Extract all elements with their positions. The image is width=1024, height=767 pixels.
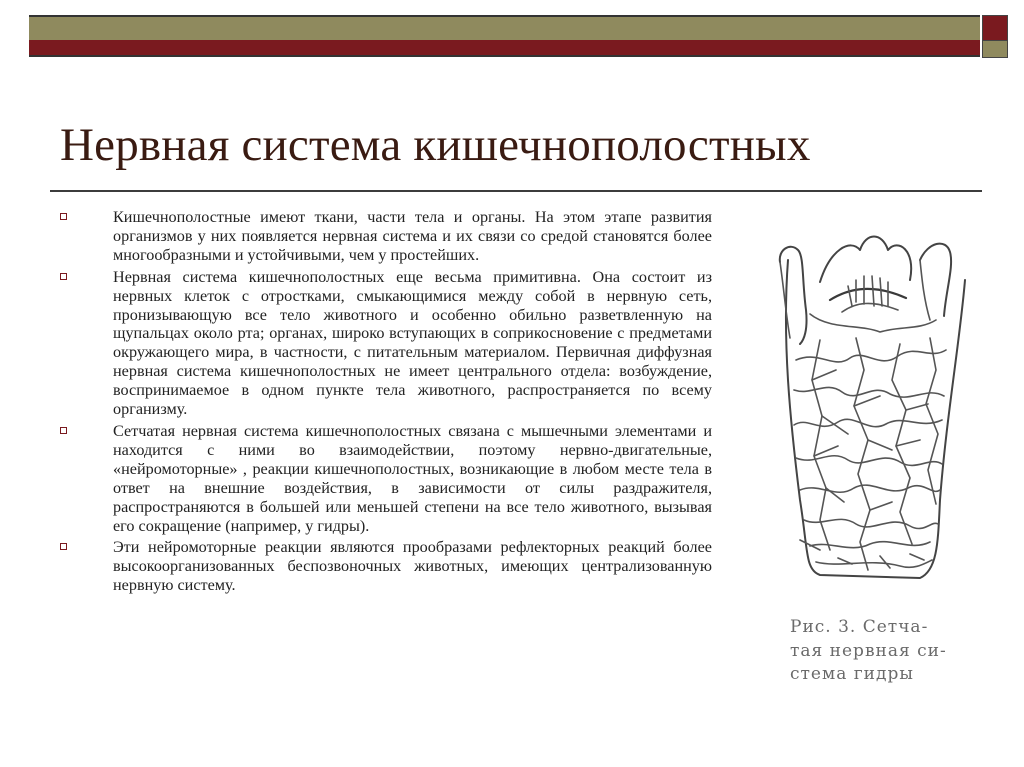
square-bullet-icon [60,213,67,220]
bullet-item [60,208,712,265]
slide-title: Нервная система кишечнополостных [60,119,811,171]
title-divider [50,190,982,192]
corner-maroon-square [982,15,1008,41]
corner-olive-square [982,40,1008,58]
bullet-text: Нервная система кишечнополостных еще весьма примитивна. Она состоит из нервных клеток с отростками, смыкающимися между собой в нервную сеть, пронизывающую все тело животного и особенно обильно разветвленную на щупальцах около рта; органах, широко вступающих в соприкосновение с предметами окружающего мира, в частности, с питательным материалом. Первичная диффузная нервная система кишечнополостных не имеет центрального отдела: возбуждение, воспринимаемое в одном пункте тела животного, распространяется по всему организму. [113,267,712,419]
square-bullet-icon [60,273,67,280]
square-bullet-icon [60,543,67,550]
bullet-item [60,538,712,595]
caption-line: стема гидры [790,664,914,684]
header-maroon-bar [29,40,980,57]
figure-caption [790,616,960,687]
bullet-text: Сетчатая нервная система кишечнополостных связана с мышечными элементами и находится с ними во взаимодействии, поэтому нервно-двигательные, «нейромоторные» , реакции кишечнополостных, возникающие в любом месте тела в ответ на внешние воздействия, в зависимости от силы раздражителя, распространяются в большей или меньшей степени на все тело животного, вызывая его сокращение (например, у гидры). [113,421,712,535]
bullet-item [60,268,712,419]
header-olive-bar [29,15,980,42]
bullet-text: Эти нейромоторные реакции являются прообразами рефлекторных реакций более высокоорганизованных беспозвоночных животных, имеющих централизованную нервную систему. [113,538,712,595]
bullet-text: Кишечнополостные имеют ткани, части тела и органы. На этом этапе развития организмов у них появляется нервная система и их связи со средой становятся более многообразными и устойчивыми, чем у простейших. [113,208,712,264]
square-bullet-icon [60,427,67,434]
bullet-item [60,422,712,535]
caption-line: Рис. 3. Сетча- [790,617,929,637]
bullet-list [60,208,712,598]
caption-line: тая нервная си- [790,640,947,661]
